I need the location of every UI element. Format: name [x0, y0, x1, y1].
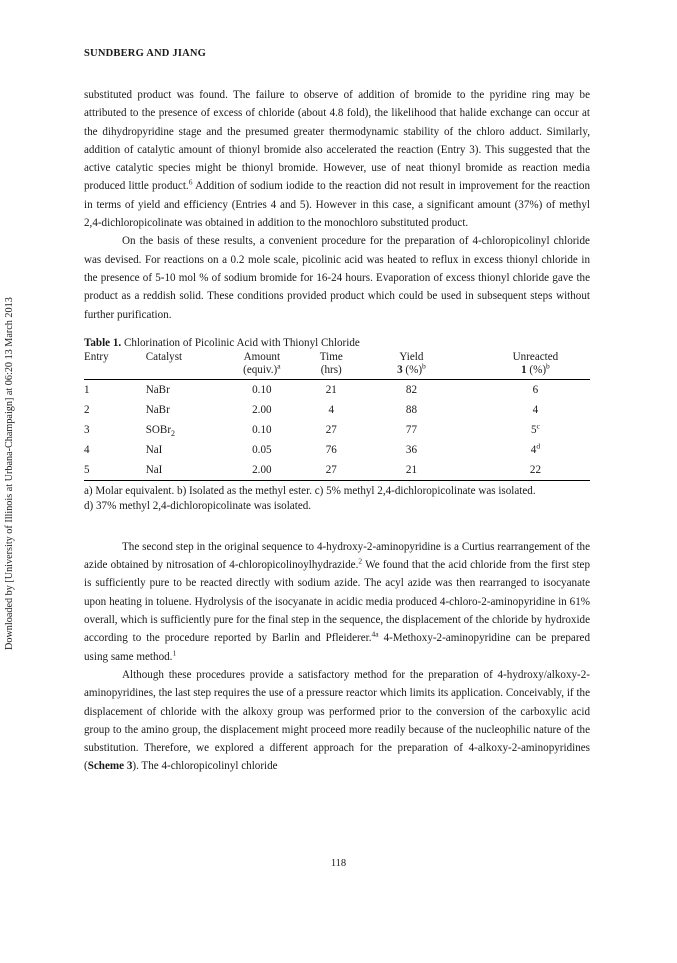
- table-header-row: [84, 350, 590, 364]
- table-footnotes: a) Molar equivalent. b) Isolated as the methyl ester. c) 5% methyl 2,4-dichloropicolinate was isolated. d) 37% methyl 2,4-dichloropicolinate was isolated.: [84, 484, 536, 512]
- reference-marker: 4a: [371, 629, 379, 639]
- col-unreacted-unit: 1 (%)$^b$: [461, 364, 590, 380]
- reference-marker: 1: [172, 647, 177, 657]
- col-time: Time: [319, 350, 343, 363]
- col-time-unit: (hrs): [301, 364, 362, 380]
- col-yield: Yield: [399, 350, 424, 363]
- paragraph-3: The second step in the original sequence to 4-hydroxy-2-aminopyridine is a Curtius rearrangement of the azide obtained by nitrosation of 4-chloropicolinoylhydrazide.$^2$ We found that the acid chloride from the first step is sufficiently pure to be reacted directly with sodium azide. The acyl azide was then rearranged to isocyanate upon heating in toluene. Hydrolysis of the isocyanate in acidic media produced 4-chloro-2-aminopyridine in 61% overall, which is sufficiently pure for the final step in the sequence, the displacement of the chloride by hydroxide according to the procedure reported by Barlin and Pfleiderer.$^{4a}$ 4-Methoxy-2-aminopyridine can be prepared using same method.$^1$: [84, 540, 590, 663]
- table-row: 5 NaI 2.00 27 21 22: [84, 460, 590, 481]
- table-row: 2 NaBr 2.00 4 88 4: [84, 403, 539, 416]
- table-row: 3 SOBr$_2$ 0.10 27 77 5$^c$: [84, 421, 540, 438]
- col-entry: Entry: [84, 350, 109, 363]
- col-catalyst: Catalyst: [145, 350, 183, 363]
- table-row: 1 NaBr 0.10 21 82 6: [84, 383, 539, 396]
- results-table: [84, 350, 590, 481]
- paragraph-2: On the basis of these results, a convenient procedure for the preparation of 4-chloropicolinyl chloride was devised. For reactions on a 0.2 mole scale, picolinic acid was heated to reflux in excess thionyl chloride in the presence of 5-10 mol % of sodium bromide for 16-24 hours. Evaporation of excess thionyl chloride gave the product as a reddish solid. These conditions provided product which could be used in subsequent steps without further purification.: [84, 235, 590, 321]
- scheme-reference: Scheme 3: [87, 760, 133, 773]
- col-yield-unit: 3 (%)$^b$: [362, 364, 461, 380]
- paragraph-1: substituted product was found. The failure to observe of addition of bromide to the pyridine ring may be attributed to the presence of excess of chloride (about 4.8 fold), the likelihood that halide exchange can occur at the dihydropyridine stage and the presumed greater thermodynamic stability of the chloro adduct. Similarly, addition of catalytic amount of thionyl bromide also accelerated the reaction (Entry 3). This suggested that the active catalytic species might be thionyl bromide. However, use of neat thionyl bromide as reaction media produced little product.$^6$ Addition of sodium iodide to the reaction did not result in improvement for the reaction in terms of yield and efficiency (Entries 4 and 5). However in this case, a significant amount (37%) of methyl 2,4-dichloropicolinate was obtained in addition to the monochloro substituted product.: [84, 89, 590, 230]
- col-amount-unit: (equiv.)$^a$: [223, 364, 300, 380]
- reference-marker: 6: [188, 177, 193, 187]
- page-body: [84, 86, 590, 776]
- table-row: 4 NaI 0.05 76 36 4$^d$: [84, 441, 541, 456]
- page-number: 118: [330, 858, 347, 869]
- reference-marker: 2: [358, 556, 363, 566]
- running-header: SUNDBERG AND JIANG: [84, 48, 207, 59]
- col-amount: Amount: [243, 350, 281, 363]
- col-unreacted: Unreacted: [512, 350, 559, 363]
- table-caption: Table 1. Chlorination of Picolinic Acid with Thionyl Chloride: [84, 336, 360, 349]
- table-label: Table 1.: [84, 336, 122, 349]
- download-watermark: Downloaded by [University of Illinois at Urbana-Champaign] at 06:20 13 March 2013: [4, 297, 15, 650]
- table-subheader-row: [84, 364, 590, 380]
- paragraph-4: Although these procedures provide a satisfactory method for the preparation of 4-hydroxy/alkoxy-2-aminopyridines, the last step requires the use of a pressure reactor which limits its application. Conceivably, if the displacement of chloride with the alkoxy group was performed prior to the conversion of the carboxylic acid group to the amino group, the displacement might proceed more readily because of the nucleophilic nature of the substitution. Therefore, we explored a different approach for the preparation of 4-alkoxy-2-aminopyridines (Scheme 3). The 4-chloropicolinyl chloride: [84, 668, 590, 773]
